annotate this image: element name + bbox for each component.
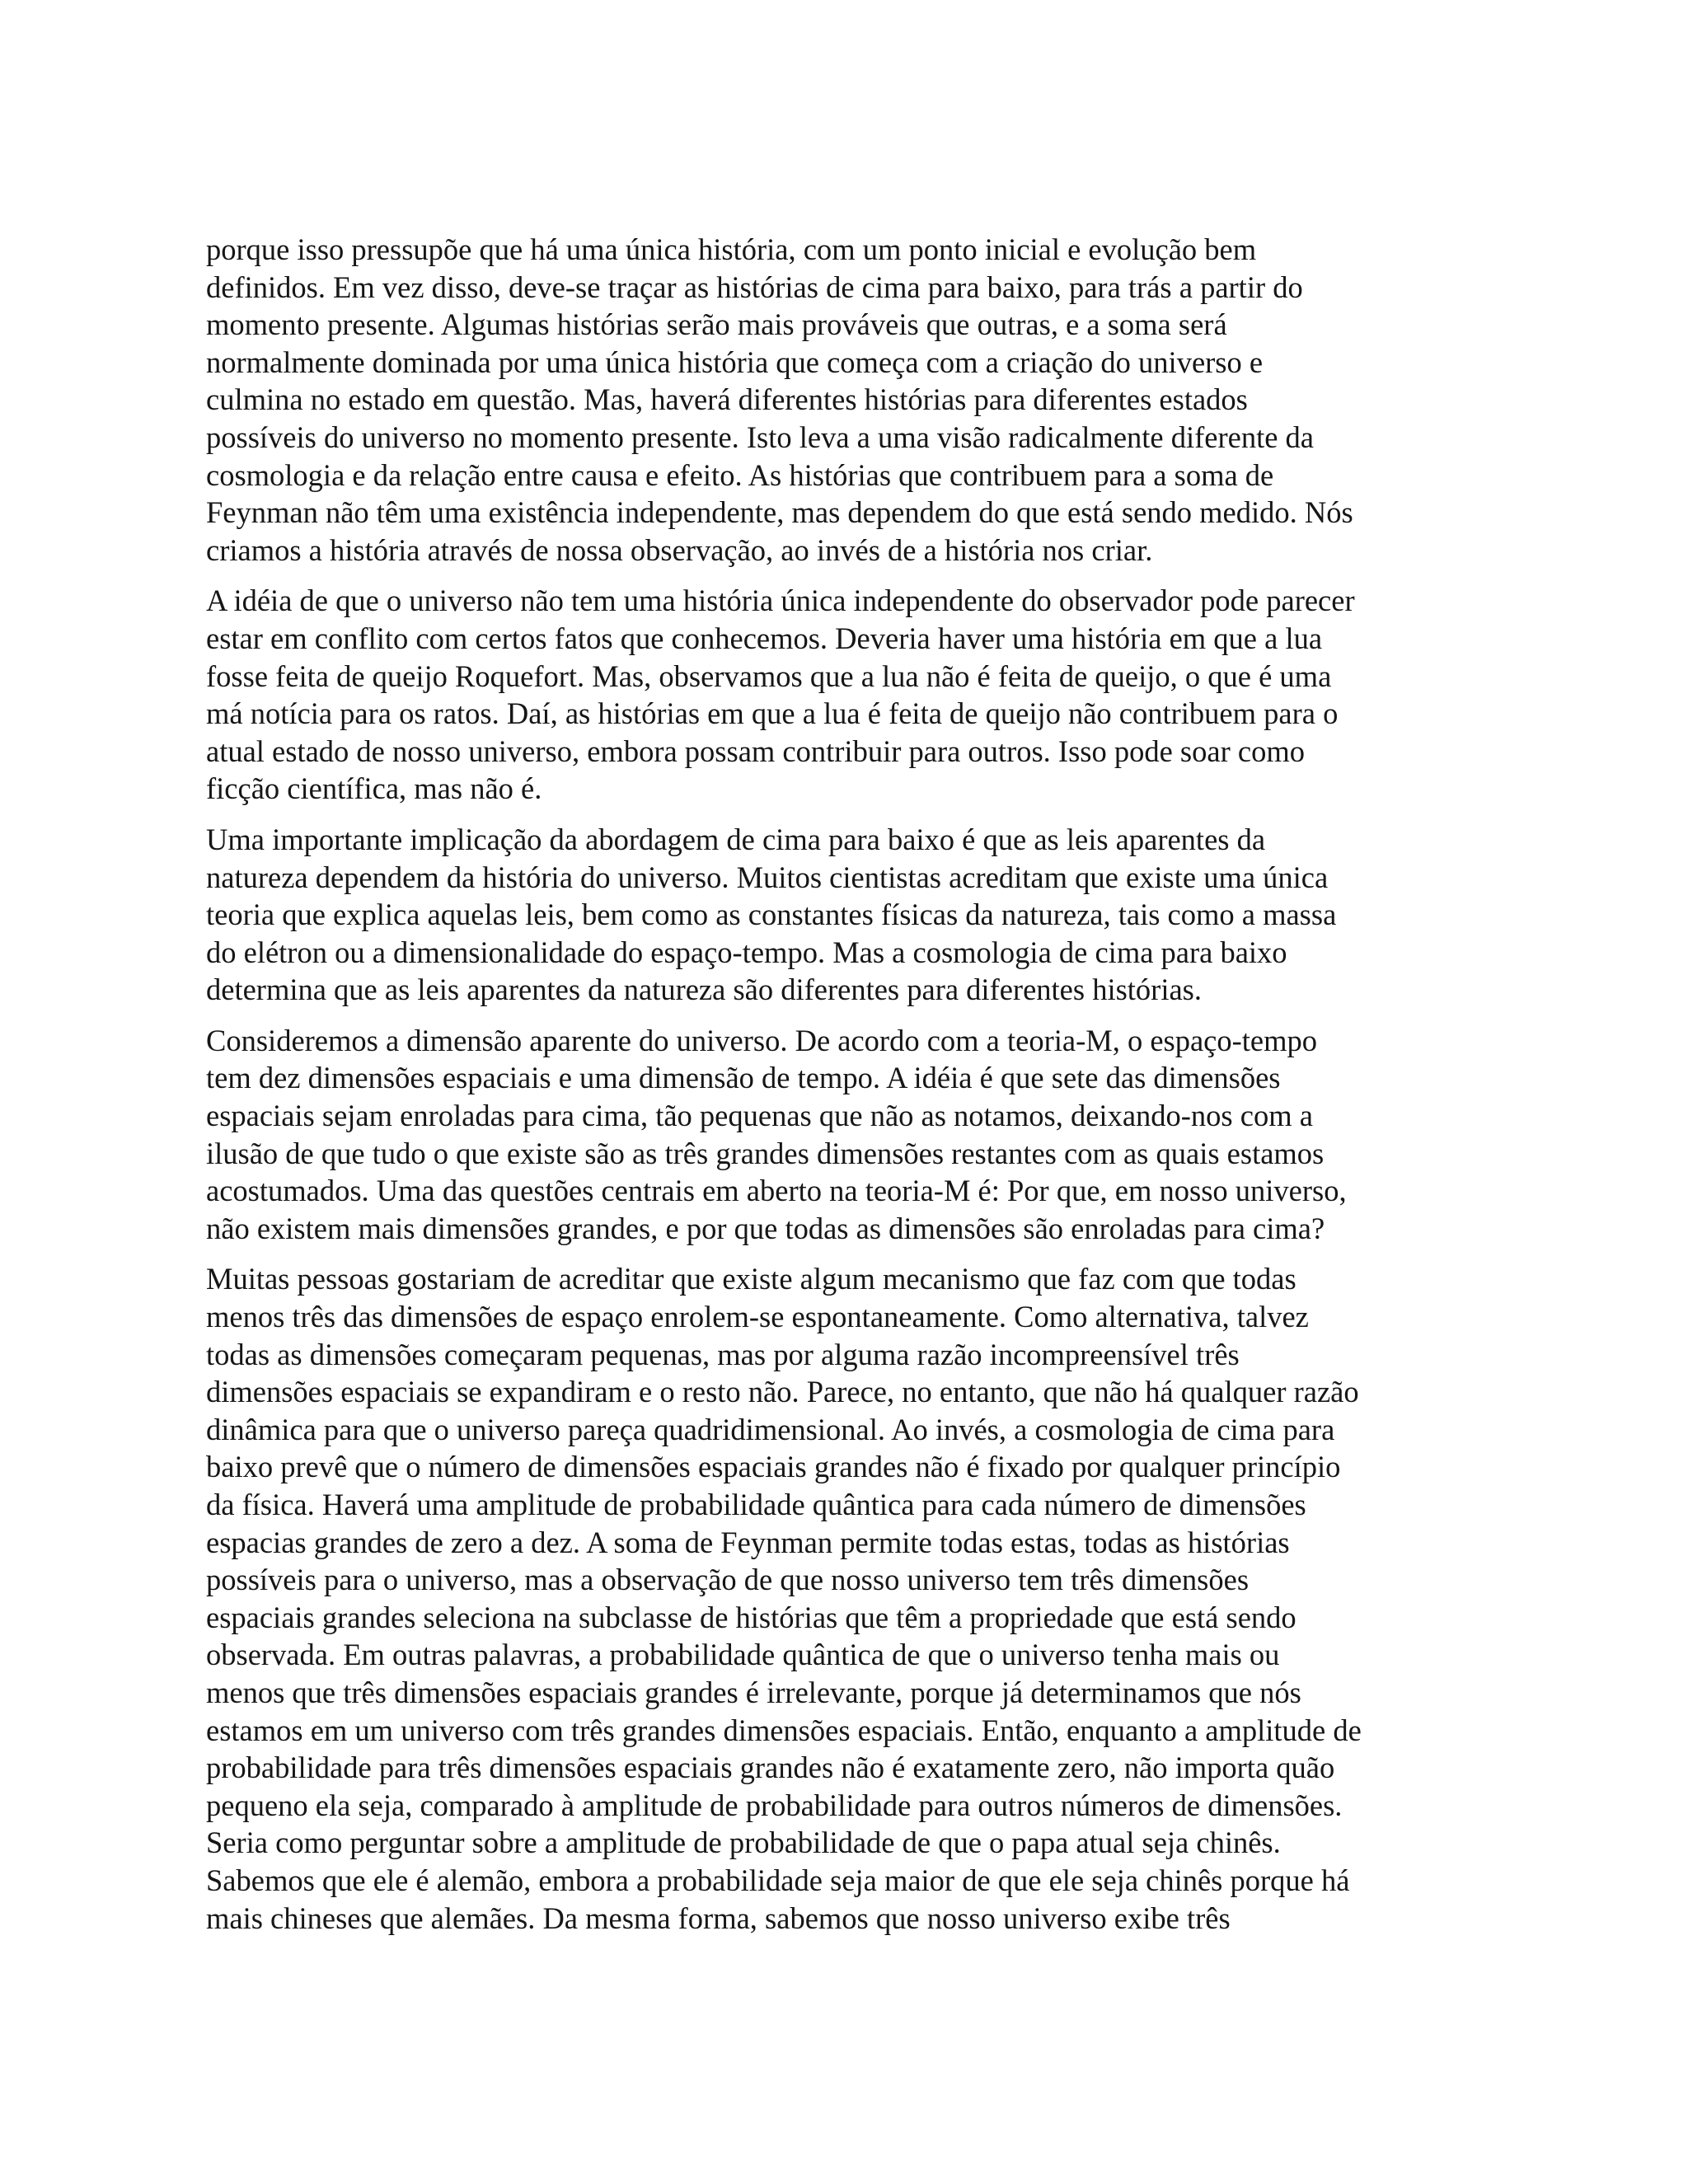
text-line: mais chineses que alemães. Da mesma forma, sabemos que nosso universo exibe três [206,1900,1231,1935]
text-line: ilusão de que tudo o que existe são as três grandes dimensões restantes com as quais estamos [206,1136,1325,1170]
text-line: momento presente. Algumas histórias serão mais prováveis que outras, e a soma será [206,307,1227,342]
text-line: natureza dependem da história do universo. Muitos cientistas acreditam que existe uma única [206,860,1329,894]
text-line: menos que três dimensões espaciais grandes é irrelevante, porque já determinamos que nós [206,1675,1301,1709]
text-line: atual estado de nosso universo, embora possam contribuir para outros. Isso pode soar como [206,733,1305,768]
body-text [206,231,1492,1950]
text-line: definidos. Em vez disso, deve-se traçar as histórias de cima para baixo, para trás a partir do [206,269,1303,304]
text-line: dimensões espaciais se expandiram e o resto não. Parece, no entanto, que não há qualquer razão [206,1375,1359,1409]
text-line: criamos a história através de nossa observação, ao invés de a história nos criar. [206,532,1153,567]
text-line: Consideremos a dimensão aparente do universo. De acordo com a teoria-M, o espaço-tempo [206,1023,1318,1057]
text-line: cosmologia e da relação entre causa e efeito. As histórias que contribuem para a soma de [206,457,1274,492]
text-line: do elétron ou a dimensionalidade do espaço-tempo. Mas a cosmologia de cima para baixo [206,935,1287,969]
text-line: Muitas pessoas gostariam de acreditar que existe algum mecanismo que faz com que todas [206,1262,1296,1296]
text-line: espacias grandes de zero a dez. A soma de Feynman permite todas estas, todas as histórias [206,1525,1290,1559]
text-line: porque isso pressupõe que há uma única história, com um ponto inicial e evolução bem [206,232,1257,266]
text-line: estar em conflito com certos fatos que conhecemos. Deveria haver uma história em que a lua [206,621,1323,655]
text-line: todas as dimensões começaram pequenas, mas por alguma razão incompreensível três [206,1337,1240,1371]
text-line: fosse feita de queijo Roquefort. Mas, observamos que a lua não é feita de queijo, o que é uma [206,658,1332,693]
text-line: probabilidade para três dimensões espaciais grandes não é exatamente zero, não importa quão [206,1750,1335,1785]
text-line: acostumados. Uma das questões centrais em aberto na teoria-M é: Por que, em nosso universo, [206,1174,1347,1208]
text-line: teoria que explica aquelas leis, bem como as constantes físicas da natureza, tais como a massa [206,898,1337,932]
text-line: não existem mais dimensões grandes, e por que todas as dimensões são enroladas para cima? [206,1211,1325,1245]
text-line: normalmente dominada por uma única história que começa com a criação do universo e [206,344,1264,379]
text-line: da física. Haverá uma amplitude de probabilidade quântica para cada número de dimensões [206,1488,1306,1521]
text-line: observada. Em outras palavras, a probabilidade quântica de que o universo tenha mais ou [206,1638,1280,1672]
text-line: Sabemos que ele é alemão, embora a probabilidade seja maior de que ele seja chinês porque há [206,1863,1350,1897]
text-line: tem dez dimensões espaciais e uma dimensão de tempo. A idéia é que sete das dimensões [206,1061,1281,1095]
text-line: Feynman não têm uma existência independente, mas dependem do que está sendo medido. Nós [206,495,1353,530]
text-line: culmina no estado em questão. Mas, haverá diferentes histórias para diferentes estados [206,382,1248,417]
paragraph [206,582,1492,808]
text-line: má notícia para os ratos. Daí, as histórias em que a lua é feita de queijo não contribuem para o [206,696,1339,731]
text-line: espaciais sejam enroladas para cima, tão pequenas que não as notamos, deixando-nos com a [206,1099,1313,1133]
text-line: pequeno ela seja, comparado à amplitude de probabilidade para outros números de dimensões. [206,1788,1343,1822]
text-line: espaciais grandes seleciona na subclasse de histórias que têm a propriedade que está sendo [206,1600,1296,1634]
paragraph [206,231,1492,569]
paragraph [206,1260,1492,1937]
text-line: estamos em um universo com três grandes dimensões espaciais. Então, enquanto a amplitude de [206,1713,1362,1747]
text-line: determina que as leis aparentes da natureza são diferentes para diferentes histórias. [206,972,1203,1007]
text-line: dinâmica para que o universo pareça quadridimensional. Ao invés, a cosmologia de cima para [206,1412,1335,1446]
text-line: Seria como perguntar sobre a amplitude de probabilidade de que o papa atual seja chinês. [206,1825,1281,1860]
text-line: baixo prevê que o número de dimensões espaciais grandes não é fixado por qualquer princípio [206,1450,1341,1484]
text-line: A idéia de que o universo não tem uma história única independente do observador pode parecer [206,583,1355,618]
text-line: menos três das dimensões de espaço enrolem-se espontaneamente. Como alternativa, talvez [206,1300,1309,1334]
text-line: ficção científica, mas não é. [206,771,542,806]
paragraph [206,821,1492,1009]
paragraph [206,1022,1492,1248]
text-line: possíveis para o universo, mas a observação de que nosso universo tem três dimensões [206,1563,1250,1597]
text-line: Uma importante implicação da abordagem de cima para baixo é que as leis aparentes da [206,822,1266,856]
text-line: possíveis do universo no momento presente. Isto leva a uma visão radicalmente diferente da [206,419,1315,454]
